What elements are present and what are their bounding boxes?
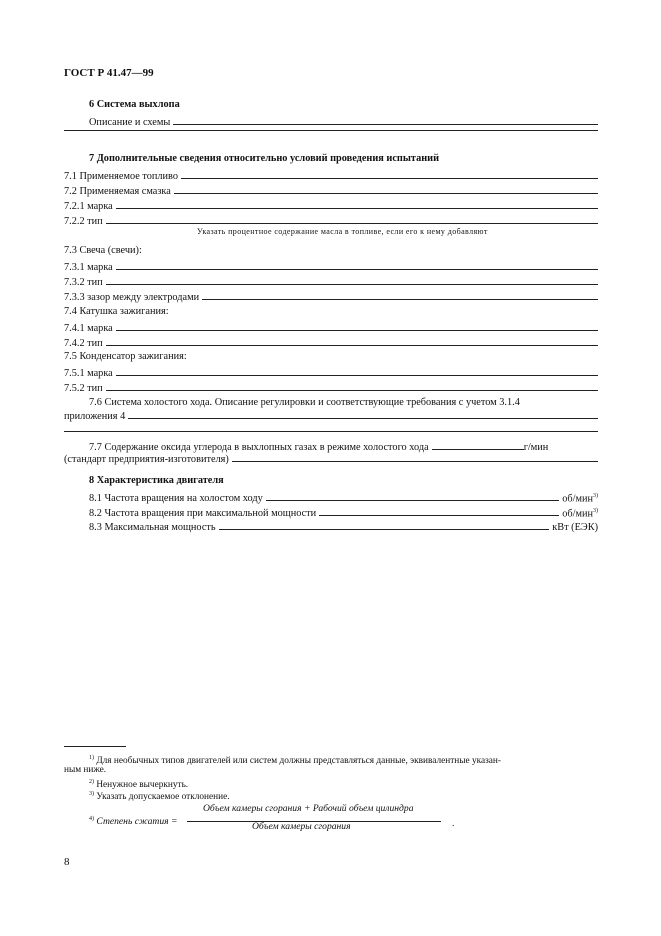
electrode-gap-row — [64, 290, 598, 304]
lubricant-brand-label: 7.2.1 марка — [64, 201, 113, 212]
fuel-row — [64, 169, 598, 183]
footnote-ref-3: 3) — [593, 493, 598, 499]
idle-system-field[interactable] — [128, 409, 598, 419]
manufacturer-standard-field[interactable] — [232, 452, 598, 462]
page-number: 8 — [64, 856, 70, 868]
condenser-brand-field[interactable] — [116, 366, 598, 376]
footnote-ref-3: 3) — [593, 508, 598, 514]
ignition-coil-brand-field[interactable] — [116, 321, 598, 331]
spark-plug-type-row — [64, 275, 598, 289]
condenser-brand-label: 7.5.1 марка — [64, 368, 113, 379]
footnote-2: $^{2)}$ Ненужное вычеркнуть. — [89, 779, 189, 791]
ignition-coil-type-label: 7.4.2 тип — [64, 338, 103, 349]
fuel-field[interactable] — [181, 169, 598, 179]
footnote-3: $^{3)}$ Указать допускаемое отклонение. — [89, 791, 230, 803]
footnote-1-continuation: ным ниже. — [64, 765, 107, 775]
condenser-type-field[interactable] — [106, 381, 598, 391]
oil-percentage-note: Указать процентное содержание масла в топливе, если его к нему добавляют — [197, 227, 488, 236]
compression-ratio-label: Степень сжатия = — [96, 816, 178, 828]
lubricant-label: 7.2 Применяемая смазка — [64, 186, 171, 197]
exhaust-description-label: Описание и схемы — [89, 117, 171, 128]
footnote-1: $^{1)}$ Для необычных типов двигателей или систем должны представляться данные, эквивалентные указан- — [89, 755, 502, 767]
idle-speed-row — [89, 490, 598, 505]
max-power-label: 8.3 Максимальная мощность — [89, 522, 216, 533]
max-power-field[interactable] — [219, 520, 550, 530]
electrode-gap-label: 7.3.3 зазор между электродами — [64, 292, 200, 303]
exhaust-description-field-line2[interactable] — [64, 130, 598, 131]
section-8-title: 8 Характеристика двигателя — [89, 475, 224, 486]
condenser-heading: 7.5 Конденсатор зажигания: — [64, 351, 187, 362]
max-power-row — [89, 520, 598, 534]
spark-plug-type-field[interactable] — [106, 275, 598, 285]
max-power-speed-unit: об/мин$^{3)}$ — [562, 508, 598, 520]
manufacturer-standard-row — [64, 452, 598, 466]
section-6-title: 6 Система выхлопа — [89, 99, 180, 110]
lubricant-brand-row — [64, 199, 598, 213]
ignition-coil-heading: 7.4 Катушка зажигания: — [64, 306, 169, 317]
condenser-type-label: 7.5.2 тип — [64, 383, 103, 394]
manufacturer-standard-label: (стандарт предприятия-изготовителя) — [64, 454, 229, 465]
co-content-field[interactable] — [432, 440, 524, 450]
ignition-coil-type-row — [64, 336, 598, 350]
spark-plug-brand-row — [64, 260, 598, 274]
lubricant-type-row — [64, 214, 598, 228]
max-power-speed-row — [89, 505, 598, 520]
lubricant-type-field[interactable] — [106, 214, 598, 224]
exhaust-description-field[interactable] — [173, 115, 598, 125]
co-content-unit: г/мин — [523, 442, 549, 453]
footnote-4: $^{4)}$ Степень сжатия = — [89, 816, 178, 828]
ignition-coil-type-field[interactable] — [106, 336, 598, 346]
idle-system-label: приложения 4 — [64, 411, 126, 422]
idle-speed-label: 8.1 Частота вращения на холостом ходу — [89, 493, 263, 505]
ignition-coil-brand-label: 7.4.1 марка — [64, 323, 113, 334]
spark-plug-brand-field[interactable] — [116, 260, 598, 270]
co-content-label: 7.7 Содержание оксида углерода в выхлопных газах в режиме холостого хода — [89, 442, 429, 453]
formula-denominator: Объем камеры сгорания — [252, 821, 351, 832]
document-id: ГОСТ Р 41.47—99 — [64, 67, 154, 79]
idle-system-field-line2[interactable] — [64, 431, 598, 432]
footnote-separator — [64, 746, 126, 747]
spark-plug-type-label: 7.3.2 тип — [64, 277, 103, 288]
lubricant-field[interactable] — [174, 184, 598, 194]
idle-speed-field[interactable] — [266, 491, 559, 501]
spark-plug-brand-label: 7.3.1 марка — [64, 262, 113, 273]
section-7-title: 7 Дополнительные сведения относительно условий проведения испытаний — [89, 153, 440, 164]
condenser-brand-row — [64, 366, 598, 380]
max-power-speed-field[interactable] — [319, 506, 559, 516]
idle-speed-unit: об/мин$^{3)}$ — [562, 493, 598, 505]
max-power-unit: кВт (ЕЭК) — [552, 522, 598, 533]
lubricant-row — [64, 184, 598, 198]
ignition-coil-brand-row — [64, 321, 598, 335]
electrode-gap-field[interactable] — [202, 290, 598, 300]
lubricant-brand-field[interactable] — [116, 199, 598, 209]
lubricant-type-label: 7.2.2 тип — [64, 216, 103, 227]
exhaust-description-row — [89, 115, 598, 129]
max-power-speed-label: 8.2 Частота вращения при максимальной мощности — [89, 508, 317, 520]
formula-numerator: Объем камеры сгорания + Рабочий объем цилиндра — [203, 803, 414, 814]
fuel-label: 7.1 Применяемое топливо — [64, 171, 178, 182]
condenser-type-row — [64, 381, 598, 395]
formula-period: . — [452, 818, 455, 829]
idle-system-row — [64, 409, 598, 423]
idle-system-line1: 7.6 Система холостого хода. Описание регулировки и соответствующие требования с учетом 3.1.4 — [89, 397, 520, 408]
spark-plug-heading: 7.3 Свеча (свечи): — [64, 245, 142, 256]
